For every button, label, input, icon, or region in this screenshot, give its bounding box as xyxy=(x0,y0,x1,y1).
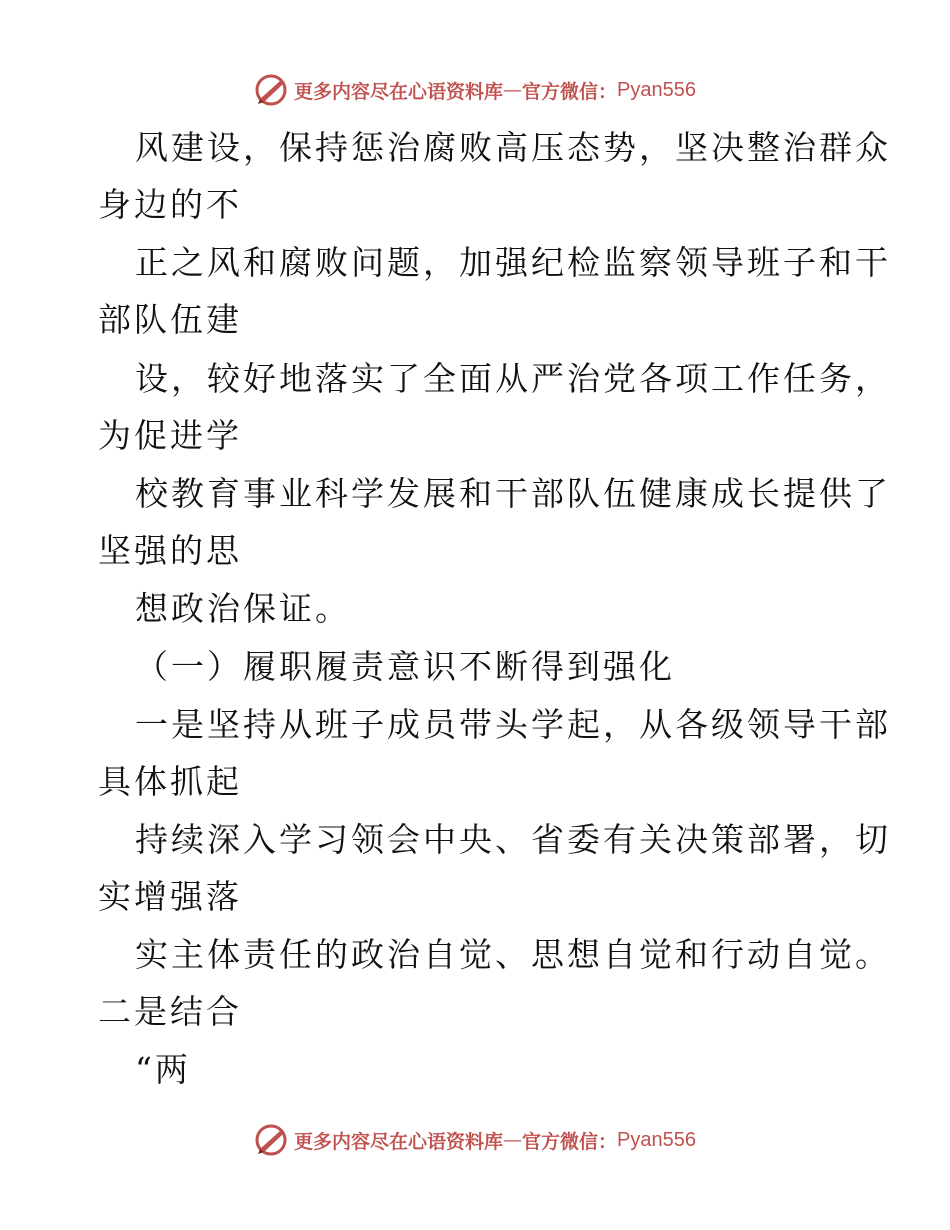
header-watermark xyxy=(0,70,950,110)
banner-text: 更多内容尽在心语资料库 xyxy=(294,80,504,103)
section-heading: （一）履职履责意识不断得到强化 xyxy=(135,647,675,686)
text-line: 一是坚持从班子成员带头学起，从各级领导干部 xyxy=(135,705,891,744)
banner-label: 官方微信： xyxy=(522,1130,618,1153)
pen-logo-icon xyxy=(254,73,288,107)
text-line: 部队伍建 xyxy=(98,300,242,339)
text-line: 设，较好地落实了全面从严治党各项工作任务， xyxy=(135,359,891,398)
text-line: 坚强的思 xyxy=(98,531,242,570)
text-line: 为促进学 xyxy=(98,416,242,455)
text-line: 具体抓起 xyxy=(98,762,242,801)
banner-id: Pyan556 xyxy=(617,78,696,101)
text-line: 校教育事业科学发展和干部队伍健康成长提供了 xyxy=(135,474,891,513)
text-line: “两 xyxy=(135,1050,191,1089)
banner-separator: — xyxy=(503,1129,523,1151)
pen-logo-icon xyxy=(254,1123,288,1157)
footer-watermark xyxy=(0,1120,950,1160)
text-line: 身边的不 xyxy=(98,185,242,224)
text-line: 持续深入学习领会中央、省委有关决策部署，切 xyxy=(135,820,891,859)
text-line: 实增强落 xyxy=(98,877,242,916)
text-line: 正之风和腐败问题，加强纪检监察领导班子和干 xyxy=(135,243,891,282)
text-line: 实主体责任的政治自觉、思想自觉和行动自觉。 xyxy=(135,935,891,974)
banner-id: Pyan556 xyxy=(617,1128,696,1151)
text-line: 想政治保证。 xyxy=(135,589,351,628)
banner-separator: — xyxy=(503,79,523,101)
banner-label: 官方微信： xyxy=(522,80,618,103)
text-line: 风建设，保持惩治腐败高压态势，坚决整治群众 xyxy=(135,128,891,167)
banner-text: 更多内容尽在心语资料库 xyxy=(294,1130,504,1153)
text-line: 二是结合 xyxy=(98,992,242,1031)
